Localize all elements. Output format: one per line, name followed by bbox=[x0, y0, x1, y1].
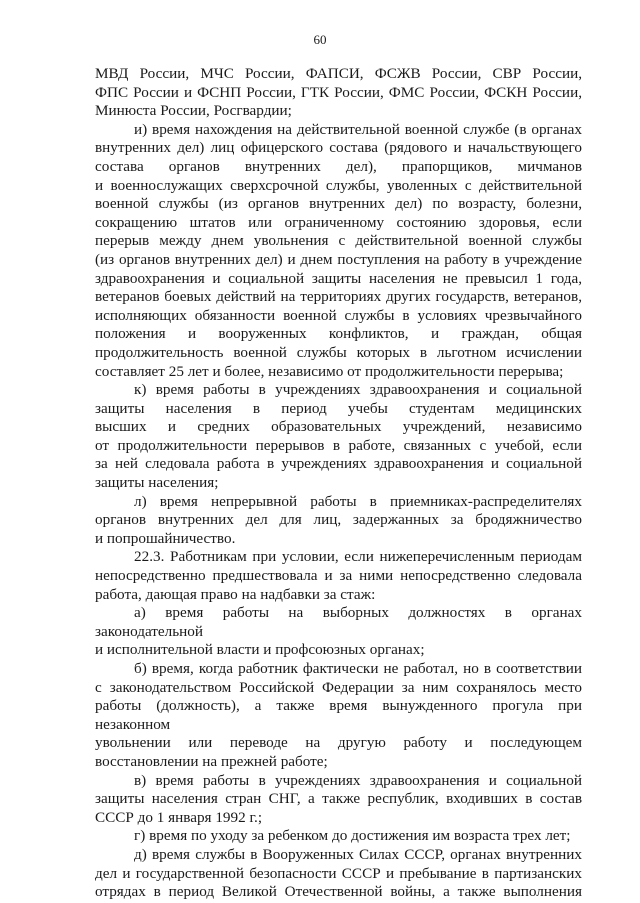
text-line: защиты населения; bbox=[95, 474, 219, 492]
text-line: 22.3. Работникам при условии, если нижеперечисленным периодам bbox=[134, 548, 582, 566]
text-line: работа, дающая право на надбавки за стаж: bbox=[95, 585, 376, 603]
text-line: увольнении или переводе на другую работу и последующем bbox=[95, 734, 582, 752]
text-line: МВД России, МЧС России, ФАПСИ, ФСЖВ России, СВР России, bbox=[95, 65, 582, 82]
text-line: работы (должность), а также время вынужденного прогула при незаконном bbox=[95, 697, 582, 733]
text-line: от продолжительности перерывов в работе, связанных с учебой, если bbox=[95, 436, 582, 454]
text-line: ветеранов боевых действий на территориях других государств, ветеранов, bbox=[95, 288, 582, 306]
text-line: и попрошайничество. bbox=[95, 529, 236, 547]
text-line: сокращению штатов или ограниченному состоянию здоровья, если bbox=[95, 213, 582, 231]
text-line: СССР до 1 января 1992 г.; bbox=[95, 808, 263, 826]
text-line: дел и государственной безопасности СССР и пребывание в партизанских bbox=[95, 864, 582, 882]
text-line: (из органов внутренних дел) и днем поступления на работу в учреждение bbox=[95, 250, 582, 268]
text-line: состава органов внутренних дел), прапорщиков, мичманов bbox=[95, 157, 582, 175]
text-line: и военнослужащих сверхсрочной службы, уволенных с действительной bbox=[95, 176, 582, 194]
text-line: с законодательством Российской Федерации за ним сохранялось место bbox=[95, 678, 582, 696]
text-line: ФПС России и ФСНП России, ГТК России, ФМС России, ФСКН России, bbox=[95, 83, 582, 101]
text-line: продолжительность военной службы которых в льготном исчислении bbox=[95, 343, 582, 361]
text-line: положения и вооруженных конфликтов, и граждан, общая bbox=[95, 325, 582, 343]
text-line: и исполнительной власти и профсоюзных органах; bbox=[95, 641, 425, 659]
text-line: военной службы (из органов внутренних дел) по возрасту, болезни, bbox=[95, 195, 582, 213]
text-line: а) время работы на выборных должностях в органах законодательной bbox=[95, 604, 582, 640]
text-line: отрядах в период Великой Отечественной войны, а также выполнения bbox=[95, 883, 582, 901]
page-number: 60 bbox=[313, 32, 327, 47]
text-line: здравоохранения и социальной защиты населения не превысил 1 года, bbox=[95, 269, 582, 287]
text-line: органов внутренних дел для лиц, задержанных за бродяжничество bbox=[95, 511, 582, 529]
text-line: защиты населения стран СНГ, а также республик, входивших в состав bbox=[95, 790, 582, 808]
text-line: и) время нахождения на действительной военной службе (в органах bbox=[134, 120, 582, 138]
text-line: г) время по уходу за ребенком до достижения им возраста трех лет; bbox=[134, 827, 571, 845]
text-line: внутренних дел) лиц офицерского состава (рядового и начальствующего bbox=[95, 139, 582, 157]
text-line: за ней следовала работа в учреждениях здравоохранения и социальной bbox=[95, 455, 582, 473]
text-line: перерыв между днем увольнения с действительной военной службы bbox=[95, 232, 582, 250]
text-line: восстановлении на прежней работе; bbox=[95, 752, 328, 770]
text-line: б) время, когда работник фактически не работал, но в соответствии bbox=[134, 660, 582, 677]
text-line: в) время работы в учреждениях здравоохранения и социальной bbox=[134, 771, 582, 789]
document-body bbox=[95, 65, 582, 902]
text-line: исполняющих обязанности военной службы в условиях чрезвычайного bbox=[95, 306, 582, 324]
text-line: л) время непрерывной работы в приемниках-распределителях bbox=[134, 492, 582, 510]
text-line: непосредственно предшествовала и за ними непосредственно следовала bbox=[95, 567, 582, 585]
text-line: к) время работы в учреждениях здравоохранения и социальной bbox=[134, 381, 582, 399]
text-line: высших и средних образовательных учреждений, независимо bbox=[95, 418, 582, 436]
text-line: составляет 25 лет и более, независимо от продолжительности перерыва; bbox=[95, 362, 564, 380]
text-line: защиты населения в период учебы студентам медицинских bbox=[95, 399, 582, 417]
text-line: д) время службы в Вооруженных Силах СССР, органах внутренних bbox=[134, 845, 582, 863]
text-line: Минюста России, Росгвардии; bbox=[95, 102, 292, 120]
